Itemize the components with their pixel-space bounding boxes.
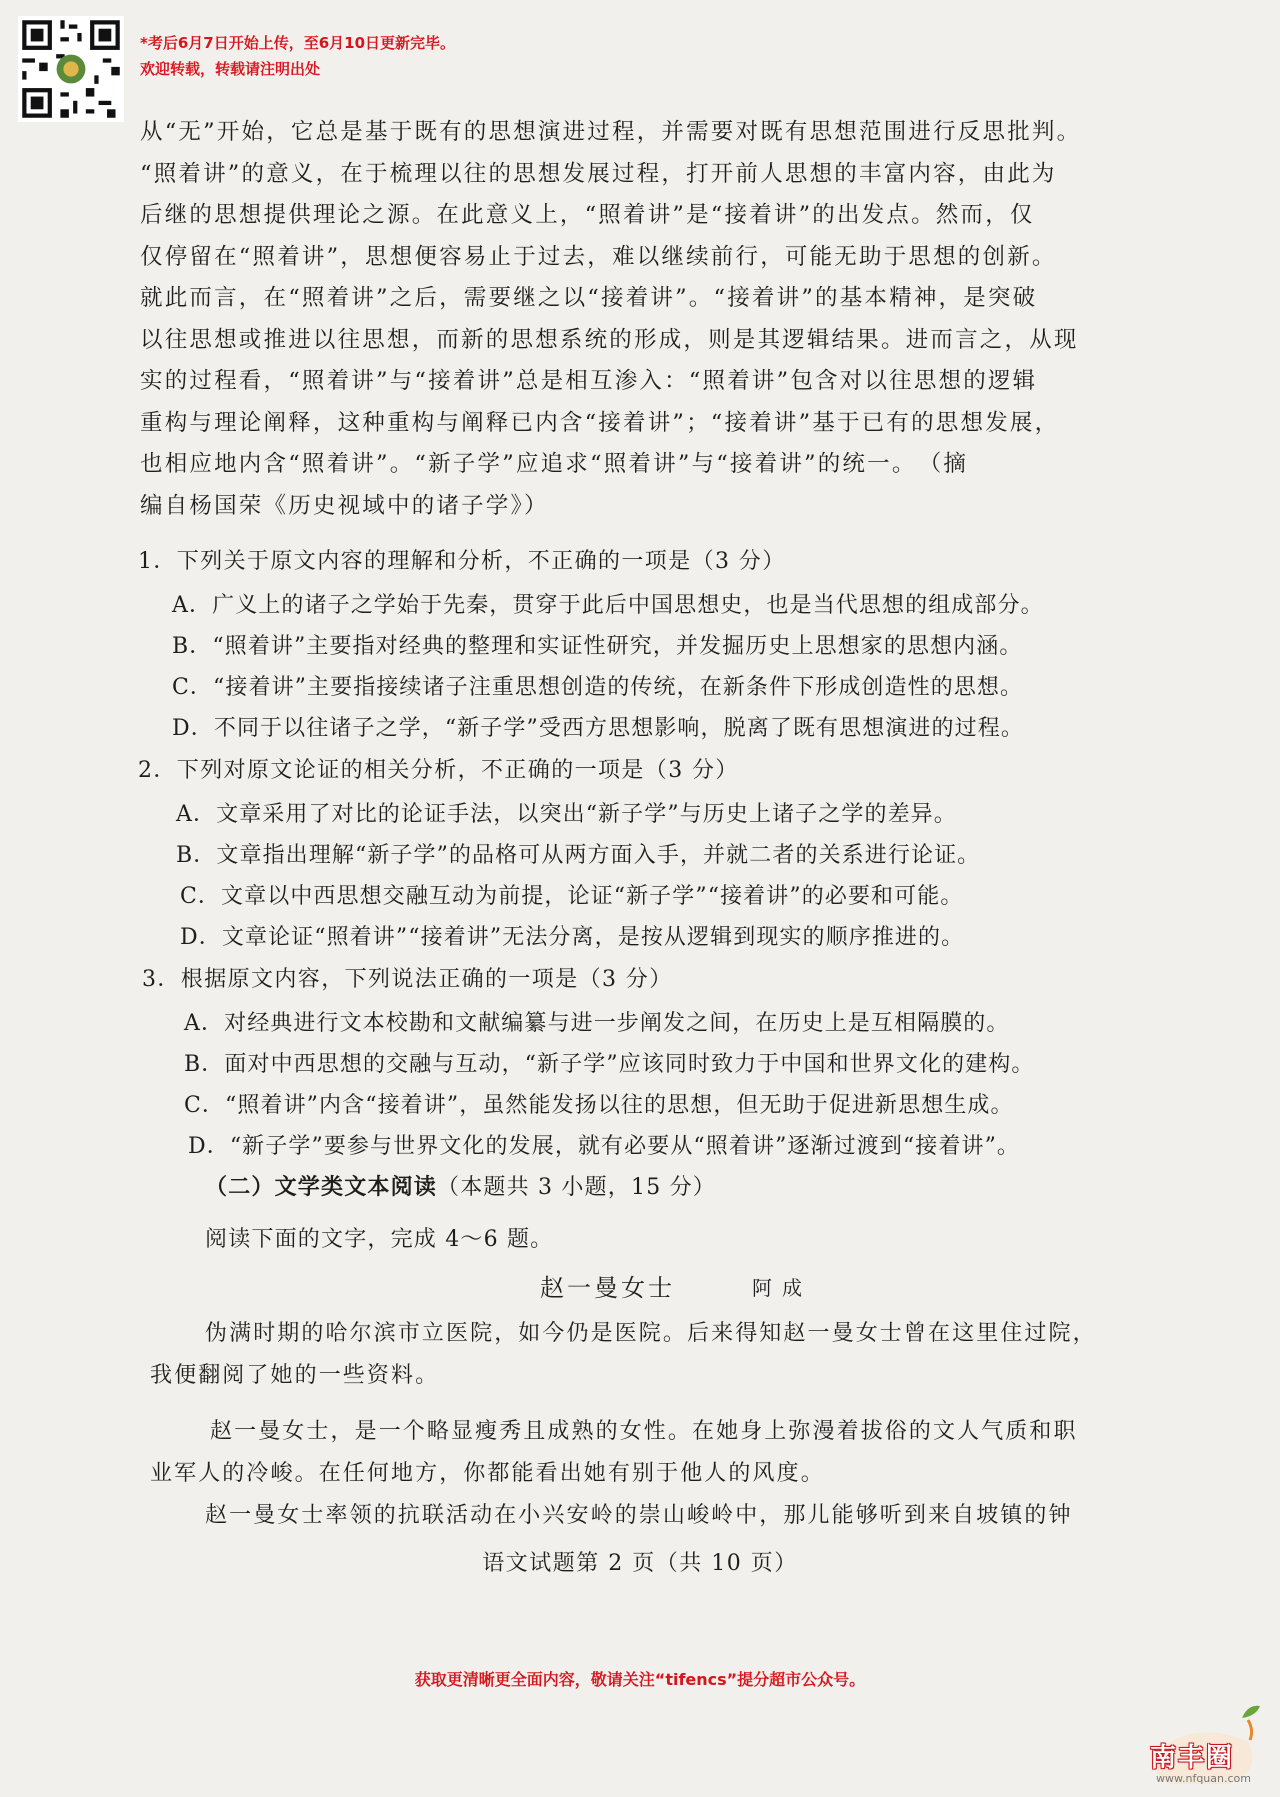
story-line: 赵一曼女士，是一个略显瘦秀且成熟的女性。在她身上弥漫着拔俗的文人气质和职 xyxy=(210,1419,1078,1444)
upload-notice xyxy=(140,30,455,82)
question-2-stem: 2．下列对原文论证的相关分析，不正确的一项是（3 分） xyxy=(138,758,739,783)
passage-line: 也相应地内含“照着讲”。“新子学”应追求“照着讲”与“接着讲”的统一。 （摘 xyxy=(140,451,969,477)
question-1-option-a: A．广义上的诸子之学始于先秦，贯穿于此后中国思想史，也是当代思想的组成部分。 xyxy=(172,593,1044,618)
passage-line: 后继的思想提供理论之源。在此意义上，“照着讲”是“接着讲”的出发点。然而，仅 xyxy=(140,202,1035,228)
question-2-option-d: D．文章论证“照着讲”“接着讲”无法分离，是按从逻辑到现实的顺序推进的。 xyxy=(180,925,965,950)
question-2-option-c: C．文章以中西思想交融互动为前提，论证“新子学”“接着讲”的必要和可能。 xyxy=(180,884,964,909)
question-3-option-d: D．“新子学”要参与世界文化的发展，就有必要从“照着讲”逐渐过渡到“接着讲”。 xyxy=(188,1134,1021,1159)
passage-line: 就此而言，在“照着讲”之后，需要继之以“接着讲”。“接着讲”的基本精神，是突破 xyxy=(140,285,1038,311)
question-1-option-b: B．“照着讲”主要指对经典的整理和实证性研究，并发掘历史上思想家的思想内涵。 xyxy=(172,634,1023,659)
question-1-option-d: D．不同于以往诸子之学，“新子学”受西方思想影响，脱离了既有思想演进的过程。 xyxy=(172,716,1024,741)
question-2-option-a: A．文章采用了对比的论证手法，以突出“新子学”与历史上诸子之学的差异。 xyxy=(176,802,957,827)
page-number-footer: 语文试题第 2 页（共 10 页） xyxy=(482,1551,798,1576)
story-author: 阿成 xyxy=(752,1276,812,1300)
passage-line: 编自杨国荣《历史视域中的诸子学》） xyxy=(140,492,549,519)
section-heading xyxy=(205,1170,716,1201)
story-title: 赵一曼女士 xyxy=(540,1274,675,1302)
question-1-option-c: C．“接着讲”主要指接续诸子注重思想创造的传统，在新条件下形成创造性的思想。 xyxy=(172,675,1024,700)
logo-url: www.nfquan.com xyxy=(1156,1772,1251,1785)
passage-line: “照着讲”的意义，在于梳理以往的思想发展过程，打开前人思想的丰富内容，由此为 xyxy=(140,160,1057,187)
question-3-option-c: C．“照着讲”内含“接着讲”，虽然能发扬以往的思想，但无助于促进新思想生成。 xyxy=(184,1093,1014,1118)
story-line: 赵一曼女士率领的抗联活动在小兴安岭的崇山峻岭中，那儿能够听到来自坡镇的钟 xyxy=(205,1503,1073,1528)
question-1-stem: 1．下列关于原文内容的理解和分析，不正确的一项是（3 分） xyxy=(138,549,786,574)
passage-line: 仅停留在“照着讲”，思想便容易止于过去，难以继续前行，可能无助于思想的创新。 xyxy=(140,243,1057,270)
story-line: 伪满时期的哈尔滨市立医院，如今仍是医院。后来得知赵一曼女士曾在这里住过院， xyxy=(205,1321,1097,1346)
question-2-option-b: B．文章指出理解“新子学”的品格可从两方面入手，并就二者的关系进行论证。 xyxy=(176,843,981,868)
notice-line-2: 欢迎转载，转载请注明出处 xyxy=(140,60,321,78)
story-line: 我便翻阅了她的一些资料。 xyxy=(150,1363,440,1388)
section-title: （二）文学类文本阅读 xyxy=(205,1174,438,1200)
passage-line: 以往思想或推进以往思想，而新的思想系统的形成，则是其逻辑结果。进而言之，从现 xyxy=(140,326,1079,353)
passage-line: 从“无”开始，它总是基于既有的思想演进过程，并需要对既有思想范围进行反思批判。 xyxy=(140,119,1082,145)
section-instruction: 阅读下面的文字，完成 4～6 题。 xyxy=(205,1227,554,1252)
section-note: （本题共 3 小题，15 分） xyxy=(437,1175,716,1200)
passage-line: 实的过程看，“照着讲”与“接着讲”总是相互渗入：“照着讲”包含对以往思想的逻辑 xyxy=(140,368,1038,394)
qr-code-icon xyxy=(18,16,124,122)
promo-text: 获取更清晰更全面内容，敬请关注“tifencs”提分超市公众号。 xyxy=(414,1670,866,1689)
passage-text xyxy=(140,112,1170,527)
story-line: 业军人的冷峻。在任何地方，你都能看出她有别于他人的风度。 xyxy=(150,1461,825,1486)
logo-text: 南丰圈 xyxy=(1150,1743,1235,1773)
question-3-stem: 3．根据原文内容，下列说法正确的一项是（3 分） xyxy=(142,967,673,992)
passage-line: 重构与理论阐释，这种重构与阐释已内含“接着讲”；“接着讲”基于已有的思想发展， xyxy=(140,409,1060,436)
question-3-option-a: A．对经典进行文本校勘和文献编纂与进一步阐发之间，在历史上是互相隔膜的。 xyxy=(184,1011,1010,1036)
question-3-option-b: B．面对中西思想的交融与互动，“新子学”应该同时致力于中国和世界文化的建构。 xyxy=(184,1052,1035,1077)
notice-line-1: *考后6月7日开始上传，至6月10日更新完毕。 xyxy=(140,34,456,52)
